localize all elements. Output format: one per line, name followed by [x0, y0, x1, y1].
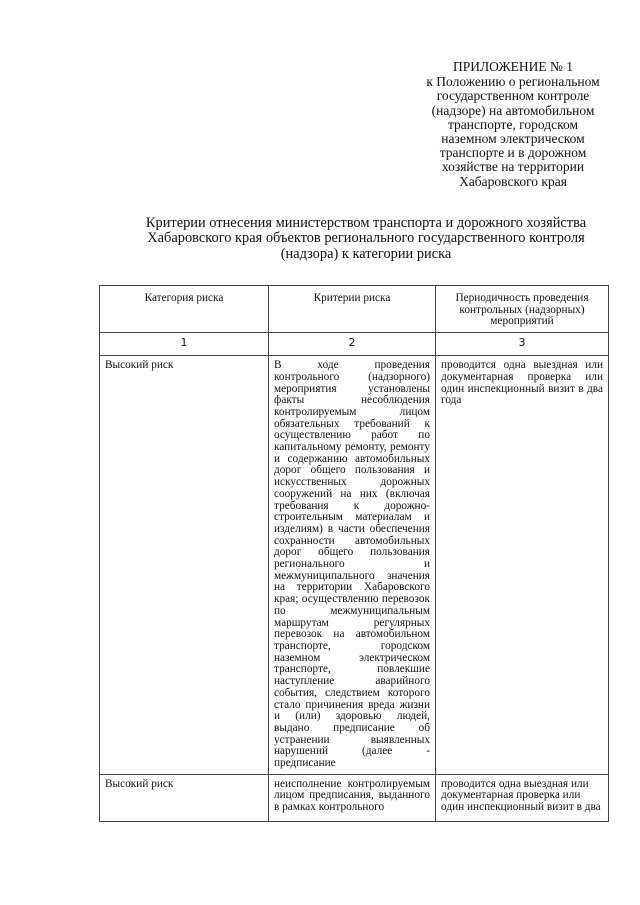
periodicity-cell: проводится одна выездная или документарная проверка или один инспекционный визит в два: [436, 774, 609, 821]
appendix-line: хозяйстве на территории: [441, 159, 585, 175]
column-number: 2: [269, 333, 436, 356]
risk-criteria-cell: неисполнение контролируемым лицом предписания, выданного в рамках контрольного: [269, 774, 436, 821]
column-number: 1: [100, 333, 269, 356]
header-risk-category: Категория риска: [100, 286, 269, 333]
appendix-line: транспорте и в дорожном: [439, 145, 587, 161]
column-number: 3: [436, 333, 609, 356]
table-row: [100, 356, 609, 775]
appendix-block: [400, 60, 626, 189]
table-header-row: [100, 286, 609, 333]
risk-criteria-cell: В ходе проведения контрольного (надзорного) мероприятия установлены факты несоблюдения контролируемым лицом обязательных требований к осуществлению работ по капитальному ремонту, ремонту и содержанию автомобильных дорог общего пользования и искусственных дорожных сооружений на них (включая требования к дорожно-строительным материалам и изделиям) в части обеспечения сохранности автомобильных дорог общего пользования регионального и межмуниципального значения на территории Хабаровского края; осуществлению перевозок по межмуниципальным маршрутам регулярных перевозок на автомобильном транспорте, городском наземном электрическом транспорте, повлекшие наступление аварийного события, следствием которого стало причинения вреда жизни и (или) здоровью людей, выдано предписание об устранении выявленных нарушений (далее - предписание: [269, 356, 436, 775]
risk-criteria-table: [99, 285, 609, 822]
periodicity-cell: проводится одна выездная или документарная проверка или один инспекционный визит в два года: [436, 356, 609, 775]
appendix-line: к Положению о региональном: [426, 74, 600, 90]
appendix-line: государственном контроле: [436, 88, 590, 104]
appendix-line: транспорте, городском: [447, 116, 579, 132]
heading-line: Хабаровского края объектов регионального государственного контроля: [147, 230, 585, 247]
appendix-line: (надзоре) на автомобильном: [431, 102, 595, 118]
appendix-line: Хабаровского края: [459, 173, 567, 189]
header-periodicity: Периодичность проведения контрольных (надзорных) мероприятий: [436, 286, 609, 333]
heading-line: Критерии отнесения министерством транспорта и дорожного хозяйства: [145, 215, 587, 231]
column-number-row: [100, 333, 609, 356]
table-row: [100, 774, 609, 821]
risk-category-cell: Высокий риск: [100, 774, 269, 821]
appendix-title: ПРИЛОЖЕНИЕ № 1: [452, 59, 574, 74]
appendix-line: наземном электрическом: [441, 131, 585, 147]
risk-category-cell: Высокий риск: [100, 356, 269, 775]
header-risk-criteria: Критерии риска: [269, 286, 436, 333]
heading-line: (надзора) к категории риска: [280, 245, 452, 262]
document-heading: [96, 216, 636, 262]
